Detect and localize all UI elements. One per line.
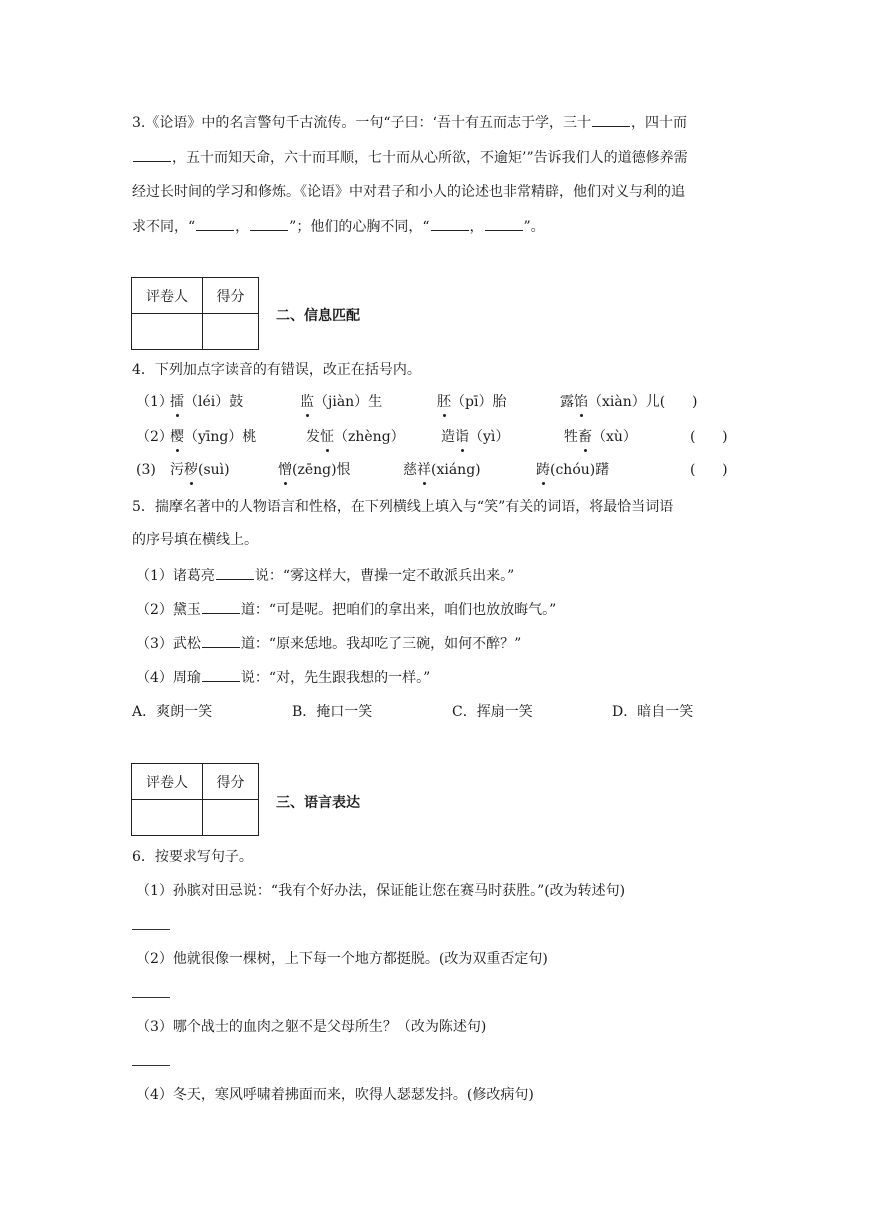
answer-blank[interactable] <box>431 216 469 231</box>
q5-item-3: （3）武松 道：“原来恁地。我却吃了三碗，如何不醉？” <box>136 633 521 654</box>
q4-word: 樱（yīng）桃 <box>170 429 257 445</box>
dotted-character: 憎 <box>278 462 292 478</box>
answer-line[interactable] <box>132 1065 170 1066</box>
q3-line-3: 经过长时间的学习和修炼。《论语》中对君子和小人的论述也非常精辟，他们对义与利的追 <box>132 184 685 200</box>
answer-blank[interactable] <box>133 147 171 162</box>
q4-row-number: (3) <box>136 462 156 478</box>
q3-line-2: ，五十而知天命，六十而耳顺，七十而从心所欲，不逾矩’”告诉我们人的道德修养需 <box>132 147 688 168</box>
q4-word: 胚（pī）胎 <box>437 394 507 410</box>
answer-blank[interactable] <box>196 216 234 231</box>
q4-word: 牲畜（xù） <box>564 429 637 445</box>
q4-word: 露馅（xiàn）儿( <box>560 394 666 410</box>
answer-parentheses[interactable]: ) <box>692 394 698 410</box>
q4-word: 慈祥(xiáng) <box>403 462 481 478</box>
q5-line-1: 5．揣摩名著中的人物语言和性格，在下列横线上填入与“笑”有关的词语，将最恰当词语 <box>132 499 674 515</box>
q5-item-4: （4）周瑜 说：“对，先生跟我想的一样。” <box>136 667 430 688</box>
reviewer-label: 评卷人 <box>132 764 203 800</box>
score-label: 得分 <box>203 764 259 800</box>
reviewer-cell[interactable] <box>132 314 203 350</box>
dotted-character: 诣 <box>455 429 469 445</box>
q6-item-3: （3）哪个战士的血肉之躯不是父母所生？（改为陈述句) <box>136 1019 487 1035</box>
dotted-character: 怔 <box>320 429 334 445</box>
answer-blank[interactable] <box>216 565 254 580</box>
dotted-character: 秽 <box>184 462 198 478</box>
option-a[interactable]: A．爽朗一笑 <box>132 704 213 720</box>
q5-item-1: （1）诸葛亮 说：“雾这样大，曹操一定不敢派兵出来。” <box>136 565 514 586</box>
q4-word: 污秽(suì) <box>170 462 230 478</box>
answer-blank[interactable] <box>202 667 240 682</box>
q6-stem: 6．按要求写句子。 <box>132 849 253 865</box>
q3-line-4: 求不同，“ ， ”；他们的心胸不同，“ ， ”。 <box>132 216 545 237</box>
reviewer-label: 评卷人 <box>132 278 203 314</box>
q4-row-number: （2） <box>136 429 173 445</box>
q4-word: 监（jiàn）生 <box>300 394 383 410</box>
dotted-character: 胚 <box>437 394 451 410</box>
q5-item-2: （2）黛玉 道：“可是呢。把咱们的拿出来，咱们也放放晦气。” <box>136 599 556 620</box>
section-title: 二、信息匹配 <box>276 308 360 324</box>
score-cell[interactable] <box>203 314 259 350</box>
option-d[interactable]: D．暗自一笑 <box>612 704 694 720</box>
answer-blank[interactable] <box>250 216 288 231</box>
score-table <box>131 763 259 836</box>
answer-line[interactable] <box>132 929 170 930</box>
dotted-character: 监 <box>300 394 314 410</box>
answer-blank[interactable] <box>202 599 240 614</box>
answer-parentheses[interactable]: ( ) <box>690 429 728 445</box>
q3-line-1: 3.《论语》中的名言警句千古流传。一句“子曰：‘吾十有五而志于学，三十 ，四十而 <box>132 112 687 133</box>
q4-word: 憎(zēng)恨 <box>278 462 351 478</box>
q6-item-4: （4）冬天，寒风呼啸着拂面而来，吹得人瑟瑟发抖。(修改病句) <box>136 1087 534 1103</box>
dotted-character: 擂 <box>170 394 184 410</box>
answer-blank[interactable] <box>202 633 240 648</box>
score-table <box>131 277 259 350</box>
q4-stem: 4．下列加点字读音的有错误，改正在括号内。 <box>132 362 421 378</box>
answer-parentheses[interactable]: ( ) <box>690 462 728 478</box>
q6-item-1: （1）孙膑对田忌说：“我有个好办法，保证能让您在赛马时获胜。”(改为转述句) <box>136 883 626 899</box>
q4-word: 造诣（yì） <box>441 429 510 445</box>
q5-line-2: 的序号填在横线上。 <box>132 532 258 548</box>
score-label: 得分 <box>203 278 259 314</box>
q4-row-number: （1） <box>136 394 173 410</box>
dotted-character: 祥 <box>417 462 431 478</box>
answer-blank[interactable] <box>592 112 630 127</box>
q4-word: 踌(chóu)躇 <box>536 462 610 478</box>
dotted-character: 畜 <box>578 429 592 445</box>
reviewer-cell[interactable] <box>132 800 203 836</box>
score-cell[interactable] <box>203 800 259 836</box>
answer-blank[interactable] <box>485 216 523 231</box>
dotted-character: 踌 <box>536 462 550 478</box>
section-title: 三、语言表达 <box>276 795 360 811</box>
q4-word: 擂（léi）鼓 <box>170 394 244 410</box>
q4-word: 发怔（zhèng） <box>306 429 405 445</box>
option-b[interactable]: B．掩口一笑 <box>292 704 373 720</box>
dotted-character: 樱 <box>170 429 184 445</box>
q6-item-2: （2）他就很像一棵树，上下每一个地方都挺脱。(改为双重否定句) <box>136 951 548 967</box>
dotted-character: 馅 <box>574 394 588 410</box>
answer-line[interactable] <box>132 997 170 998</box>
option-c[interactable]: C．挥扇一笑 <box>452 704 533 720</box>
